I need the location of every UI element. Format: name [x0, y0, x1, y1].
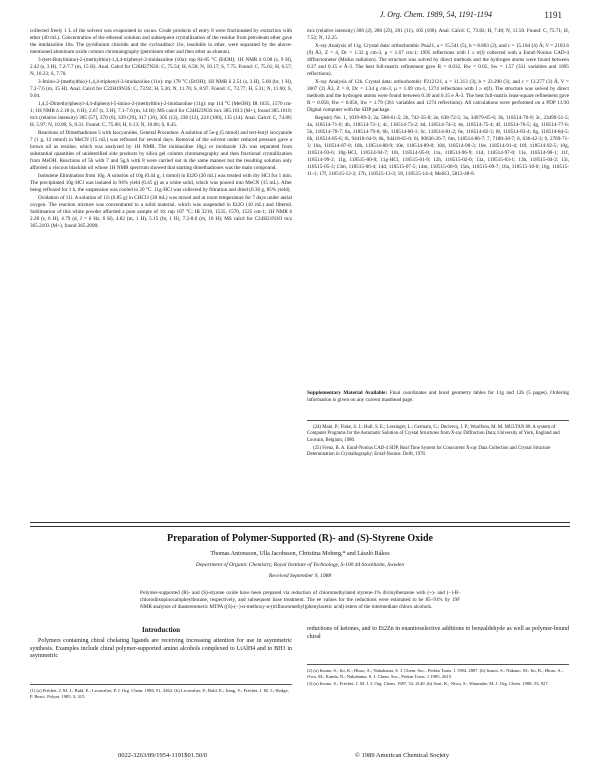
running-head [38, 10, 562, 24]
footnotes-left [30, 684, 292, 701]
doi-code: 0022-3263/89/1954-1191$01.50/0 [118, 752, 208, 759]
page-footer [30, 752, 570, 764]
paragraph: 3-(tert-Butylimino)-2-(methylthio)-1,4,4-triphenyl-2-imidazoline (10a): mp 84-85 °C (EtOH); 1H NMR δ 0.98 (s, 9 H), 2.42 (s, 3 H), 7.2-7.7 (m, 15 H). Anal. Calcd for C26H27N3S: C, 75.54; H, 6.58; N, 10.17; S, 7.75. Found: C, 75.61; H, 6.57; N, 10.23; S, 7.70. [30, 57, 292, 77]
paragraph: 1,4,5-Dimethylphenyl-4,4-diphenyl-5-imino-2-(methylthio)-2-imidazoline (11g): mp 114 °C (MeOH); IR 1635, 1570 cm-1; 1H NMR δ 2.18 (s, 6 H), 2.67 (s, 3 H), 7.1-7.6 (m, 14 H); MS calcd for C24H23N3S m/z 385.1613 (M+), found 385.1610; m/z (relative intensity) 385 (57), 370 (6), 339 (29), 317 (10), 305 (12), 238 (12), 224 (100), 135 (14). Anal. Calcd: C, 74.80; H, 5.97; N, 10.90; S, 8.31. Found: C, 75.00; H, 6.13; N, 10.86; S, 8.45. [30, 101, 292, 128]
paragraph: Reactions of Dimethadiones 5 with Isocyanides. General Procedure. A solution of 5e-g (5 mmol) and tert-butyl isocyanide 7 (1 g, 12 mmol) in MeCN (15 mL) was refluxed for several days. Removal of the solvent under reduced pressure gave a brown oil as residue, which was analyzed by 1H NMR. The imidazoline 10g,i or imidazole 12h was separated from substantial quantities of unidentified side products by silica gel column chromatography and then fractional crystallization from MeOH. Reactions of 5h with 7 and 5g,h with 8 were carried out in the same manner but the resulting solution only afforded a viscous blackish oil whose 1H NMR spectrum showed that starting dimethadiones was the main compound. [30, 130, 292, 171]
footnote: (1) (a) Fréchet, J. M. J.; Bald, E.; Lecavalier, P. J. Org. Chem. 1986, 51, 3462. (b) Lecavalier, P.; Bald, E.; Jiang, Y.; Fréchet, J. M. J.; Hodge, P. React. Polym. 1985, 3, 315. [30, 688, 289, 699]
footnote: (3) (a) Itsuno, S.; Fréchet, J. M. J. J. Org. Chem. 1987, 52, 4140. (b) Soai, K.; Niwa, S.; Watanabe, M. J. Org. Chem. 1988, 53, 927. [307, 681, 549, 686]
abstract: Polymer-supported (R)- and (S)-styrene oxide have been prepared via reduction of chloromethylated styrene-1% divinylbenzene with (+)- and (−)-B-chlorodiisopinocampheylborane, respectively, and subsequent base treatment. The ee values for the reductions were estimated to be 85–91% by 19F NMR analyses of diastereomeric MTPA ((S)-(−)-α-methoxy-α-(trifluoromethyl)phenylacetic acid) esters of the intermediate chloro alcohols. [140, 590, 460, 610]
paragraph: collected freely 1 L of the solvent was evaporated in vacuo. Crude products of entry 8 were fractionated by extraction with ether (40 mL). Concentration of the ethereal solution and subsequent crystallization of the residue from petroleum ether gave the imidazoline 10a. The pyridinium chloride and the cycloadduct 11e, insoluble in ether, were separated by the above-mentioned aluminum oxide column chromatography (petroleum ether and then ether as eluents). [30, 28, 292, 55]
paragraph: m/z (relative intensity) 306 (2), 280 (23), 201 (11), 105 (100). Anal. Calcd: C, 73.82; H, 7.40; N, 11.50. Found: C, 75.71; H, 7.52; N, 12.25. [307, 28, 569, 41]
article-authors: Thomas Antonsson, Ulla Jacobsson, Christina Moberg,* and László Rákos [210, 551, 390, 557]
page-number: 1191 [544, 10, 562, 20]
introduction-text [30, 638, 292, 661]
paragraph: 3-Imino-2-(methylthio)-1,4,4-triphenyl-2-imidazoline (11e): mp 178 °C (EtOH); 1H NMR δ 2.51 (s, 3 H), 5.60 (br, 1 H), 7.2-7.6 (m, 15 H). Anal. Calcd for C22H19N3S: C, 73.92; H, 5.36; N, 11.76; S, 8.97. Found: C, 73.77; H, 5.31; N, 11.66; S, 9.04. [30, 79, 292, 99]
introduction-heading: Introduction [142, 626, 180, 634]
supplementary-heading: Supplementary Material Available: [307, 390, 388, 396]
section-divider-bottom [30, 526, 570, 527]
paragraph: Oxidation of 11i. A solution of 11i (0.85 g) in CHCl3 (30 mL) was mixed and at room temperature for 7 days under aerial oxygen. The reaction mixture was concentrated to a solid material, which was suspended in Et2O (10 mL) and filtered. Sublimation of this white powder afforded a pure sample of 16: mp 187 °C; IR 3210, 1535, 1570, 1525 cm-1; 1H NMR δ 2.28 (s, 6 H), 4.79 (d, J = 6 Hz, 6 H), 4.82 (m, 1 H), 5.15 (br, 1 H), 7.2-8.0 (m, 10 H); MS calcd for C24H21N3O m/z 365.2103 (M+), found 365.2090; [30, 195, 292, 229]
received-date: Received September 9, 1988 [268, 573, 332, 579]
references-top [307, 420, 569, 460]
supplementary-material [307, 390, 569, 404]
paragraph: X-ray Analysis of 12h. Crystal data: orthorhombic P212121, a = 11.313 (3), b = 23.290 (3), and c = 13.277 (3) Å, V = 3607 (2) Å3, Z = 8, Dc = 1.34 g cm-3, µ = 1.69 cm-1, 1274 reflections with I ≥ σ(I). The structure was solved by direct methods and the hydrogen atoms were found between 0.30 and 0.15 e Å-3. The best full-matrix least-square refinement gave R = 0.058, Rw = 0.056, Sw = 1.79 (361 variables and 1274 reflections). All calculations were performed on a PDP 11/30 Digital computer with the SDP package. [307, 79, 569, 113]
reference: (25) Frenz, B. A. Enraf-Nonius CAD-4 SDP, Real Time System for Concurrent X-ray Data Collection and Crystal Structure Determination in Crystallography; Enraf-Nonius: Delft, 1978. [307, 445, 551, 458]
footnotes-right [307, 664, 569, 688]
journal-citation: J. Org. Chem. 1989, 54, 1191-1194 [379, 10, 492, 19]
intro-paragraph: Polymers containing chiral chelating ligands are receiving increasing attention for use in asymmetric synthesis. Examples include chiral polymer-supported amino alcohols complexed to LiAlH4 and to BH3 in asymmetric [30, 638, 292, 660]
left-column-experimental [30, 28, 292, 496]
right-column-experimental [307, 28, 569, 388]
paragraph: Registry No. 1, 1019-89-3; 2a, 588-61-5; 2b, 742-35-8; 2e, 638-72-5; 3a, 34979-65-6; 3b, 118514-70-9; 3c, 23499-51-5; 4a, 118514-71-0; 4b, 118514-72-1; 4c, 118514-73-2; 4d, 118514-74-3; 4e, 118514-75-4; 4f, 118514-76-5; 4g, 118514-77-6; 5h, 118514-78-7; 6a, 118514-79-8; 6b, 118514-80-1; 6c, 118514-81-2; 6e, 118514-82-3; 6f, 118514-83-4; 6g, 118514-84-5; 6h, 118514-85-6; 6i, 94418-64-9; 6k, 94418-65-0; 6l, 90636-26-7; 6m, 118514-86-7; 7, 7188-38-7; 8, 636-42-3; 9, 2769-71-3; 10a, 118514-87-8; 10h, 118514-88-9; 10e, 118514-89-0; 10d, 118514-90-3; 10e, 118514-91-4; 10f, 118514-92-5; 10g, 118514-93-6; 10g·HCl, 118514-94-7; 10i, 118514-95-8; 11a, 118514-96-9; 11d, 118514-97-0; 11e, 118514-98-1; 11f, 118514-99-2; 11g, 118515-00-8; 11g·HCl, 118515-01-9; 12h, 118515-02-0; 13a, 118515-03-1; 13h, 118515-04-2; 13i, 118515-05-3; 13m, 118515-06-4; 14d, 118515-07-5; 14m, 118515-08-6; 15m, 118515-09-7; 16a, 118515-10-0; 16g, 118515-11-1; 17f, 118515-12-2; 17h, 118515-13-3; 18, 118515-14-4; MeSCl, 5813-48-8. [307, 115, 569, 177]
paragraph: Isobutene Elimination from 10g. A solution of 10g (0.44 g, 1 mmol) in Et2O (20 mL) was treated with dry HCl for 1 min. The precipitated 10g·HCl was isolated in 94% yield (0.45 g) as a white solid, which was poured into MeCN (15 mL). After being refluxed for 1 h, the suspension was cooled to 20 °C. 11g·HCl was collected by filtration and dried (0.36 g, 85% yield). [30, 173, 292, 193]
reference: (24) Main, P.; Fiske, S. J.; Hull, S. E.; Lessinger, L.; Germain, G.; Declercq, J. P.; Woolfson, M. M. MULTAN 80. A system of Computer Programs for the Automatic Solution of Crystal Structures from X-ray Diffraction Data; University of York, England and Louvain, Belgium, 1980. [307, 425, 560, 443]
article-title: Preparation of Polymer-Supported (R)- and (S)-Styrene Oxide [167, 533, 433, 544]
footnote: (2) (a) Itsuno, S.; Ito, K.; Hirao, A.; Nakahama, S. J. Chem. Soc., Perkin Trans. 1 1984, 2887. (b) Itsuno, S.; Nakano, M.; Ito, K.; Hirao, A.; Owa, M.; Kanda, N.; Nakahama, S. J. Chem. Soc., Perkin Trans. 1 1985, 2615. [307, 668, 564, 679]
right-intro-text: reductions of ketones, and to Et2Zn in enantioselective additions to benzaldehyde as well as polymer-bound chiral [307, 626, 569, 640]
article-affiliation: Department of Organic Chemistry, Royal Institute of Technology, S-100 44 Stockholm, Sweden [195, 562, 405, 568]
paragraph: X-ray Analysis of 11g. Crystal data: orthorhombic Pna21, a = 15.541 (5), b = 8.803 (2), and c = 15.184 (4) Å; V = 2103.6 (9) Å3, Z = 4, Dc = 1.32 g cm-3, µ = 1.67 cm-1; 1995 reflections with I ≥ σ(I) collected with a Enraf-Nonius CAD-4 diffractometer (MoKα radiation). The structure was solved by direct methods and the hydrogen atoms were found between 0.37 and 0.15 e Å-3. The best full-matrix refinement gave R = 0.032, Rw = 0.05, Sw = 1.57 (331 variables and 1895 reflections). [307, 43, 569, 77]
section-divider-top [30, 522, 570, 523]
copyright: © 1989 American Chemical Society [355, 752, 450, 759]
supplementary-text: Final coordinates and bond geometry tables for 11g and 12h (5 pages). Ordering information is given on any current masthead page. [307, 390, 570, 403]
